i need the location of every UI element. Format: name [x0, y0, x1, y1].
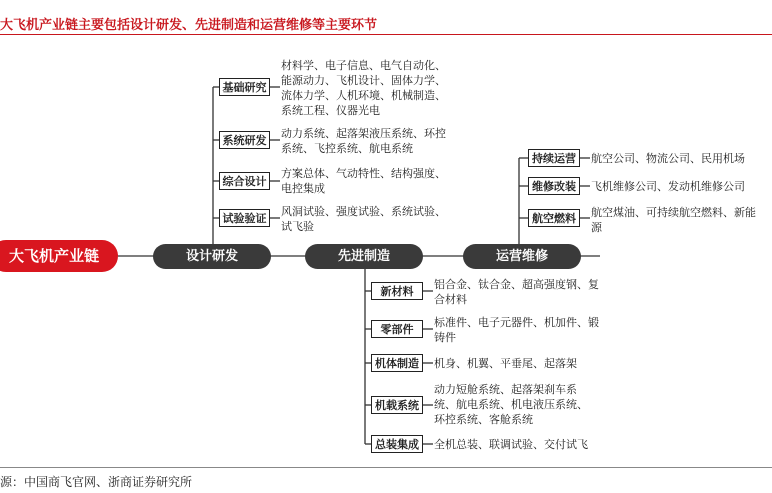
stage-manufacturing: 先进制造 [305, 244, 423, 269]
ops-item-continuous-operation: 持续运营 [528, 149, 580, 167]
mfg-item-final-assembly: 总装集成 [371, 435, 423, 453]
mfg-item-airborne-systems: 机载系统 [371, 396, 423, 414]
root-node: 大飞机产业链 [0, 240, 118, 272]
mfg-item-components-desc: 标准件、电子元器件、机加件、锻铸件 [434, 316, 599, 344]
mfg-item-airborne-systems-desc: 动力短舱系统、起落架刹车系统、航电系统、机电液压系统、环控系统、客舱系统 [434, 383, 588, 426]
design-item-system-rnd: 系统研发 [219, 131, 270, 149]
footer-divider [0, 467, 772, 468]
design-item-integrated-design: 综合设计 [219, 172, 270, 190]
mfg-item-new-materials: 新材料 [371, 282, 423, 300]
mfg-item-new-materials-desc: 铝合金、钛合金、超高强度钢、复合材料 [434, 278, 599, 306]
design-item-basic-research: 基础研究 [219, 78, 270, 96]
design-item-integrated-design-desc: 方案总体、气动特性、结构强度、电控集成 [281, 167, 446, 195]
design-item-system-rnd-desc: 动力系统、起落架液压系统、环控系统、飞控系统、航电系统 [281, 127, 446, 155]
ops-item-continuous-operation-desc: 航空公司、物流公司、民用机场 [591, 152, 745, 165]
design-item-test-verify: 试验验证 [219, 209, 270, 227]
design-item-basic-research-desc: 材料学、电子信息、电气自动化、能源动力、飞机设计、固体力学、流体力学、人机环境、机械制造、系统工程、仪器光电 [281, 59, 446, 117]
ops-item-maintenance-desc: 飞机维修公司、发动机维修公司 [591, 180, 745, 193]
design-item-test-verify-desc: 风洞试验、强度试验、系统试验、试飞验 [281, 205, 446, 233]
page-title: 大飞机产业链主要包括设计研发、先进制造和运营维修等主要环节 [0, 18, 378, 33]
ops-item-maintenance: 维修改装 [528, 177, 580, 195]
mfg-item-final-assembly-desc: 全机总装、联调试验、交付试飞 [434, 438, 588, 451]
ops-item-aviation-fuel-desc: 航空煤油、可持续航空燃料、新能源 [591, 206, 756, 234]
mfg-item-airframe-desc: 机身、机翼、平垂尾、起落架 [434, 357, 577, 370]
source-note: 源：中国商飞官网、浙商证券研究所 [0, 475, 193, 489]
stage-design: 设计研发 [153, 244, 271, 269]
mfg-item-airframe: 机体制造 [371, 354, 423, 372]
stage-operations: 运营维修 [463, 244, 581, 269]
mfg-item-components: 零部件 [371, 320, 423, 338]
ops-item-aviation-fuel: 航空燃料 [528, 209, 580, 227]
